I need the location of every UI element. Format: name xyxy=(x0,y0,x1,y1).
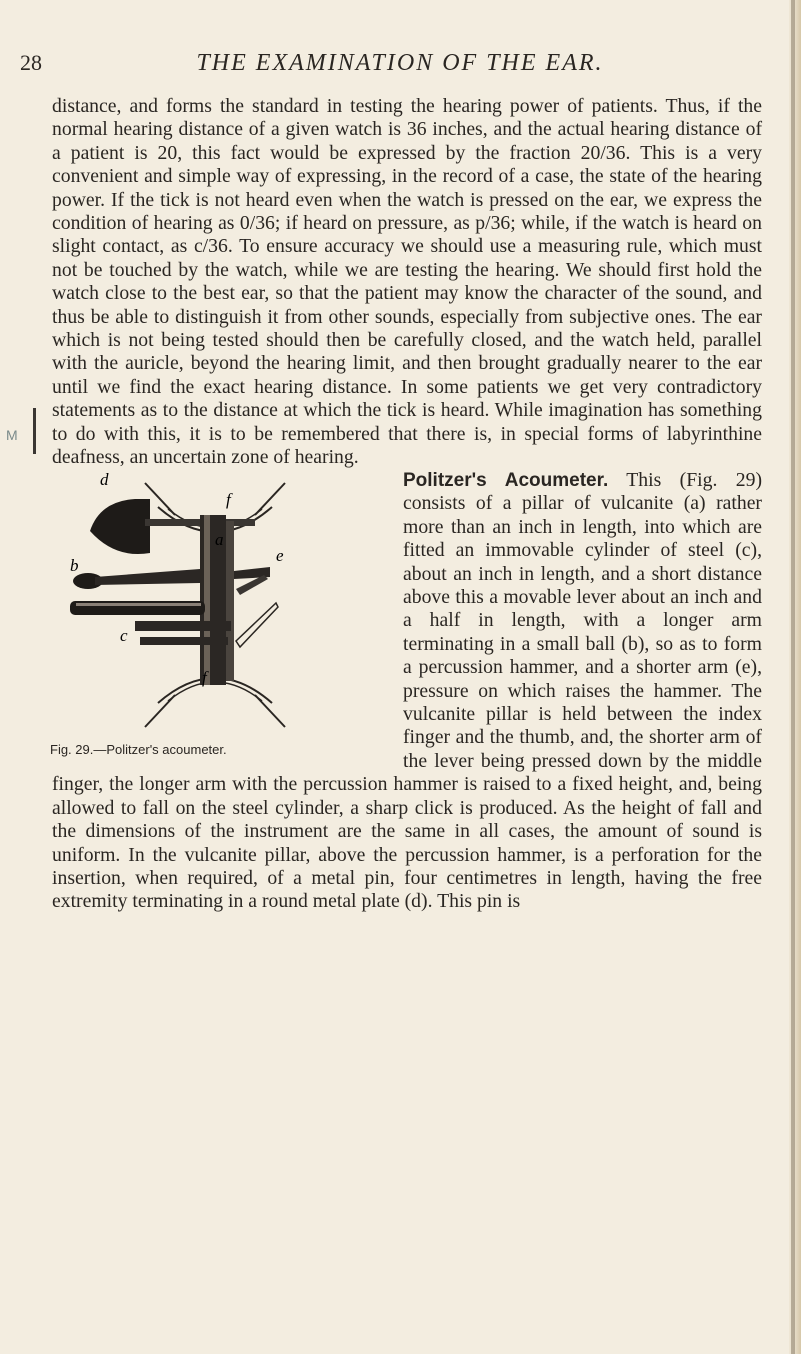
page-number: 28 xyxy=(20,50,42,75)
label-b: b xyxy=(70,556,79,575)
section-lead: Politzer's Acoumeter. xyxy=(403,470,609,491)
figure-caption: Fig. 29.—Politzer's acoumeter. xyxy=(50,742,227,757)
label-f-bottom: f xyxy=(202,668,207,687)
paragraph-1: distance, and forms the standard in testing the hearing power of patients. Thus, if the normal hearing distance of a given watch is 36 inches, and the actual hearing distance of a patient is 20, this fact would be expressed by the fraction 20/36. This is a very convenient and simple way of expressing, in the record of a case, the state of the hearing power. If the tick is not heard even when the watch is pressed on the ear, we express the condition of hearing as 0/36; if heard on pressure, as p/36; while, if the watch is heard on slight contact, as c/36. To ensure accuracy we should use a measuring rule, which must not be touched by the watch, while we are testing the hearing. We should first hold the watch close to the best ear, so that the patient may know the character of the sound, and thus be able to distinguish it from other sounds, especially from subjective ones. The ear which is not being tested should then be carefully closed, and the watch held, parallel with the auricle, beyond the hearing limit, and then brought gradually nearer to the ear until we find the exact hearing distance. In some patients we get very contradictory statements as to the distance at which the tick is heard. While imagination has something to do with this, it is to be remembered that there is, in special forms of labyrinthine deafness, an uncertain zone of hearing. xyxy=(52,95,762,469)
figure-29 xyxy=(40,471,395,769)
page-edge-line xyxy=(791,0,795,1354)
label-d: d xyxy=(100,471,109,489)
label-e: e xyxy=(276,546,284,565)
label-c: c xyxy=(120,626,128,645)
margin-note: M xyxy=(6,427,18,443)
label-f-top: f xyxy=(226,490,231,509)
label-a: a xyxy=(215,530,224,549)
running-title: THE EXAMINATION OF THE EAR. xyxy=(196,50,604,76)
paragraph-2-body: This (Fig. 29) consists of a pillar of vulcanite (a) rather more than an inch in length, into which are fitted an immovable cylinder of steel (c), about an inch in length, and a short distance above this a movable lever about an inch and a half in length, with a longer arm terminating in a small ball (b), so as to form a percussion hammer, and a shorter arm (e), pressure on which raises the hammer. The vulcanite pillar is held between the index finger and the thumb, and, the shorter arm of the lever being pressed down by the middle finger, the longer arm with the percussion hammer is raised to a fixed height, and, being allowed to fall on the steel cylinder, a sharp click is produced. As the height of fall and the dimensions of the instrument are the same in all cases, the amount of sound is uniform. In the vulcanite pillar, above the percussion hammer, is a perforation for the insertion, when required, of a metal pin, four centimetres in length, having the free extremity terminating in a round metal plate (d). This pin is xyxy=(52,469,763,913)
margin-bracket xyxy=(33,408,36,454)
page-header xyxy=(20,50,780,82)
paragraph-2 xyxy=(52,469,762,914)
acoumeter-illustration xyxy=(40,471,395,736)
